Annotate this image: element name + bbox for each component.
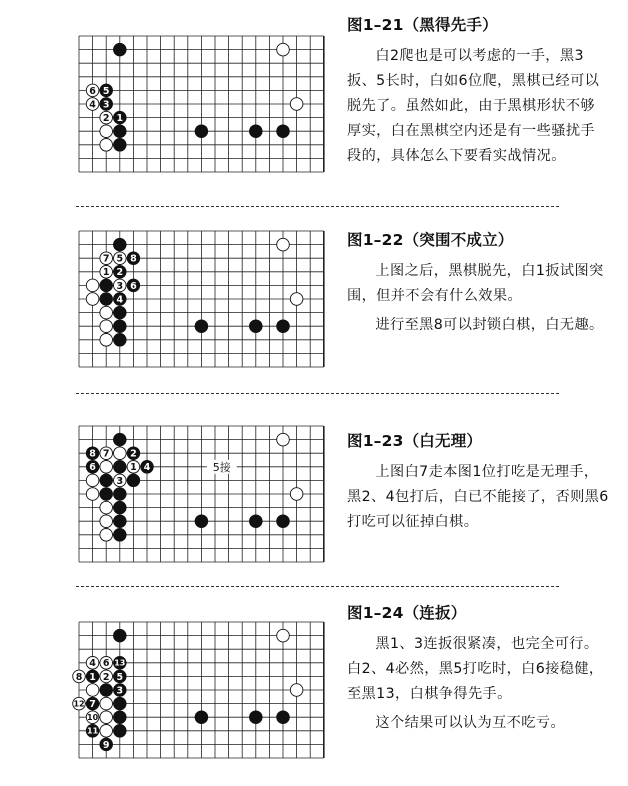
- white-stone: [127, 461, 140, 474]
- move-number: 6: [130, 280, 137, 292]
- stone-disc: [114, 334, 127, 347]
- stone-disc: [114, 447, 127, 460]
- white-stone: [86, 98, 99, 111]
- stone-disc: [290, 293, 303, 306]
- stone-disc: [86, 474, 99, 487]
- move-number: 6: [89, 462, 96, 474]
- stone-disc: [100, 334, 113, 347]
- stone-disc: [277, 125, 290, 138]
- figure-caption: [347, 603, 609, 736]
- section-divider: [76, 586, 559, 587]
- stone-disc: [290, 488, 303, 501]
- stone-disc: [114, 433, 127, 446]
- white-stone: [86, 684, 99, 697]
- go-board-svg: [76, 423, 326, 565]
- white-stone: [277, 433, 290, 446]
- move-number: 4: [116, 294, 124, 306]
- black-stone: [86, 447, 99, 460]
- black-stone: [114, 657, 127, 670]
- go-board: [73, 619, 326, 761]
- white-stone: [100, 125, 113, 138]
- white-stone: [86, 279, 99, 292]
- black-stone: [100, 684, 113, 697]
- stone-disc: [100, 501, 113, 514]
- move-number: 2: [130, 448, 137, 460]
- stone-disc: [100, 711, 113, 724]
- white-stone: [100, 252, 113, 265]
- move-number: 1: [116, 113, 124, 125]
- stone-disc: [277, 515, 290, 528]
- black-stone: [114, 320, 127, 333]
- stone-disc: [277, 629, 290, 642]
- paragraph: 白2爬也是可以考虑的一手，黑3扳、5长时，白如6位爬，黑棋已经可以脱先了。虽然如此，由于黑棋形状不够厚实，白在黑棋空内还是有一些骚扰手段的，具体怎么下要看实战情况。: [347, 48, 600, 164]
- figure-title: 图1–23（白无理）: [347, 432, 483, 450]
- move-number: 1: [130, 462, 137, 474]
- stone-disc: [86, 279, 99, 292]
- section-divider: [76, 206, 559, 207]
- black-stone: [86, 697, 99, 710]
- figure-caption: [347, 230, 609, 338]
- black-stone: [114, 515, 127, 528]
- white-stone: [290, 684, 303, 697]
- white-stone: [290, 488, 303, 501]
- stone-disc: [114, 238, 127, 251]
- stone-disc: [114, 697, 127, 710]
- stone-disc: [290, 98, 303, 111]
- black-stone: [127, 252, 140, 265]
- white-stone: [100, 447, 113, 460]
- move-number: 4: [143, 462, 151, 474]
- black-stone: [114, 684, 127, 697]
- move-number: 3: [102, 99, 110, 111]
- black-stone: [114, 461, 127, 474]
- stone-disc: [114, 711, 127, 724]
- go-board: [76, 228, 326, 370]
- stone-disc: [100, 515, 113, 528]
- move-number: 7: [102, 448, 110, 460]
- stone-disc: [277, 43, 290, 56]
- stone-disc: [100, 139, 113, 152]
- black-stone: [114, 501, 127, 514]
- stone-disc: [250, 125, 263, 138]
- black-stone: [114, 711, 127, 724]
- stone-disc: [277, 320, 290, 333]
- stone-disc: [114, 306, 127, 319]
- stone-disc: [100, 529, 113, 542]
- stone-disc: [114, 43, 127, 56]
- go-board: [76, 33, 326, 175]
- black-stone: [195, 515, 208, 528]
- stone-disc: [114, 501, 127, 514]
- go-board: [76, 423, 326, 565]
- move-number: 5: [102, 85, 110, 97]
- black-stone: [277, 320, 290, 333]
- board-label: 5接: [212, 460, 231, 474]
- move-number: 1: [102, 267, 110, 279]
- white-stone: [100, 320, 113, 333]
- stone-disc: [114, 529, 127, 542]
- figure-title: 图1–24（连扳）: [347, 604, 467, 622]
- move-number: 10: [87, 713, 99, 723]
- move-number: 12: [73, 699, 85, 709]
- move-number: 7: [102, 253, 110, 265]
- stone-disc: [100, 320, 113, 333]
- move-number: 9: [102, 739, 110, 751]
- black-stone: [114, 334, 127, 347]
- black-stone: [141, 461, 154, 474]
- paragraph: 上图白7走本图1位打吃是无理手，黑2、4包打后，白已不能接了，否则黑6打吃可以征掉白棋。: [347, 464, 609, 530]
- stone-disc: [195, 320, 208, 333]
- figure-title: 图1–21（黑得先手）: [347, 16, 498, 34]
- figure-title: 图1–22（突围不成立）: [347, 231, 514, 249]
- paragraph: 上图之后，黑棋脱先，白1扳试图突围，但并不会有什么效果。: [347, 263, 604, 304]
- black-stone: [250, 125, 263, 138]
- go-board-svg: [76, 33, 326, 175]
- black-stone: [114, 488, 127, 501]
- stone-disc: [250, 515, 263, 528]
- stone-disc: [114, 139, 127, 152]
- stone-disc: [100, 488, 113, 501]
- move-number: 8: [89, 448, 96, 460]
- white-stone: [86, 293, 99, 306]
- paragraph: 这个结果可以认为互不吃亏。: [375, 715, 566, 731]
- black-stone: [114, 293, 127, 306]
- board-grid: [79, 36, 324, 172]
- move-number: 13: [114, 658, 126, 668]
- white-stone: [100, 697, 113, 710]
- stone-disc: [127, 474, 140, 487]
- black-stone: [195, 711, 208, 724]
- stone-disc: [290, 684, 303, 697]
- stone-disc: [100, 725, 113, 738]
- black-stone: [100, 279, 113, 292]
- move-number: 2: [116, 267, 124, 279]
- black-stone: [114, 306, 127, 319]
- black-stone: [277, 515, 290, 528]
- stone-disc: [114, 515, 127, 528]
- black-stone: [127, 447, 140, 460]
- move-number: 1: [89, 671, 96, 683]
- white-stone: [86, 488, 99, 501]
- white-stone: [100, 266, 113, 279]
- black-stone: [86, 725, 99, 738]
- white-stone: [100, 515, 113, 528]
- stone-disc: [86, 488, 99, 501]
- black-stone: [114, 266, 127, 279]
- black-stone: [114, 125, 127, 138]
- stone-disc: [100, 461, 113, 474]
- white-stone: [100, 306, 113, 319]
- black-stone: [250, 515, 263, 528]
- stone-disc: [100, 306, 113, 319]
- stone-disc: [250, 320, 263, 333]
- go-board-svg: [73, 619, 326, 761]
- white-stone: [86, 711, 99, 724]
- move-number: 2: [102, 671, 110, 683]
- move-number: 6: [89, 85, 96, 97]
- figure-caption: [347, 431, 609, 535]
- white-stone: [100, 657, 113, 670]
- black-stone: [114, 670, 127, 683]
- move-number: 3: [116, 685, 124, 697]
- move-number: 5: [116, 671, 124, 683]
- stone-disc: [114, 725, 127, 738]
- black-stone: [86, 461, 99, 474]
- white-stone: [277, 238, 290, 251]
- figure-caption: [347, 15, 609, 169]
- stone-disc: [86, 293, 99, 306]
- move-number: 3: [116, 280, 124, 292]
- white-stone: [114, 447, 127, 460]
- white-stone: [100, 670, 113, 683]
- white-stone: [86, 657, 99, 670]
- white-stone: [73, 670, 86, 683]
- stone-disc: [195, 711, 208, 724]
- black-stone: [100, 474, 113, 487]
- move-number: 4: [89, 99, 96, 111]
- black-stone: [114, 238, 127, 251]
- black-stone: [277, 125, 290, 138]
- stone-disc: [114, 629, 127, 642]
- stone-disc: [277, 433, 290, 446]
- stone-disc: [86, 684, 99, 697]
- stone-disc: [100, 474, 113, 487]
- black-stone: [114, 111, 127, 124]
- black-stone: [114, 139, 127, 152]
- white-stone: [100, 711, 113, 724]
- white-stone: [100, 461, 113, 474]
- white-stone: [73, 697, 86, 710]
- stone-disc: [277, 711, 290, 724]
- white-stone: [277, 43, 290, 56]
- white-stone: [100, 501, 113, 514]
- black-stone: [114, 43, 127, 56]
- black-stone: [114, 529, 127, 542]
- black-stone: [127, 279, 140, 292]
- black-stone: [114, 725, 127, 738]
- black-stone: [127, 474, 140, 487]
- black-stone: [86, 670, 99, 683]
- stone-disc: [277, 238, 290, 251]
- white-stone: [290, 98, 303, 111]
- stone-disc: [100, 684, 113, 697]
- white-stone: [100, 334, 113, 347]
- black-stone: [100, 738, 113, 751]
- white-stone: [86, 474, 99, 487]
- black-stone: [114, 697, 127, 710]
- stone-disc: [250, 711, 263, 724]
- move-number: 6: [102, 658, 110, 670]
- stone-disc: [100, 279, 113, 292]
- stone-disc: [100, 293, 113, 306]
- stone-disc: [100, 697, 113, 710]
- white-stone: [100, 111, 113, 124]
- stone-disc: [195, 515, 208, 528]
- stone-disc: [114, 488, 127, 501]
- move-number: 5: [116, 253, 124, 265]
- move-number: 11: [87, 726, 99, 736]
- move-number: 7: [89, 699, 96, 711]
- black-stone: [250, 320, 263, 333]
- black-stone: [114, 433, 127, 446]
- paragraph: 黑1、3连扳很紧凑，也完全可行。白2、4必然，黑5打吃时，白6接稳健，至黑13，白棋争得先手。: [347, 636, 604, 702]
- move-number: 4: [89, 658, 96, 670]
- stone-disc: [114, 125, 127, 138]
- go-board-svg: [76, 228, 326, 370]
- white-stone: [114, 279, 127, 292]
- white-stone: [100, 725, 113, 738]
- black-stone: [100, 488, 113, 501]
- black-stone: [195, 125, 208, 138]
- black-stone: [100, 98, 113, 111]
- white-stone: [100, 529, 113, 542]
- white-stone: [277, 629, 290, 642]
- move-number: 8: [75, 671, 83, 683]
- move-number: 3: [116, 475, 124, 487]
- black-stone: [195, 320, 208, 333]
- white-stone: [114, 252, 127, 265]
- paragraph: 进行至黑8可以封锁白棋，白无趣。: [375, 317, 604, 333]
- white-stone: [290, 293, 303, 306]
- white-stone: [86, 84, 99, 97]
- black-stone: [100, 293, 113, 306]
- white-stone: [100, 139, 113, 152]
- stone-disc: [100, 125, 113, 138]
- section-divider: [76, 393, 559, 394]
- black-stone: [100, 84, 113, 97]
- white-stone: [114, 474, 127, 487]
- stone-disc: [114, 320, 127, 333]
- stone-disc: [114, 461, 127, 474]
- black-stone: [114, 629, 127, 642]
- black-stone: [277, 711, 290, 724]
- move-number: 8: [130, 253, 137, 265]
- stone-disc: [195, 125, 208, 138]
- move-number: 2: [102, 113, 110, 125]
- black-stone: [250, 711, 263, 724]
